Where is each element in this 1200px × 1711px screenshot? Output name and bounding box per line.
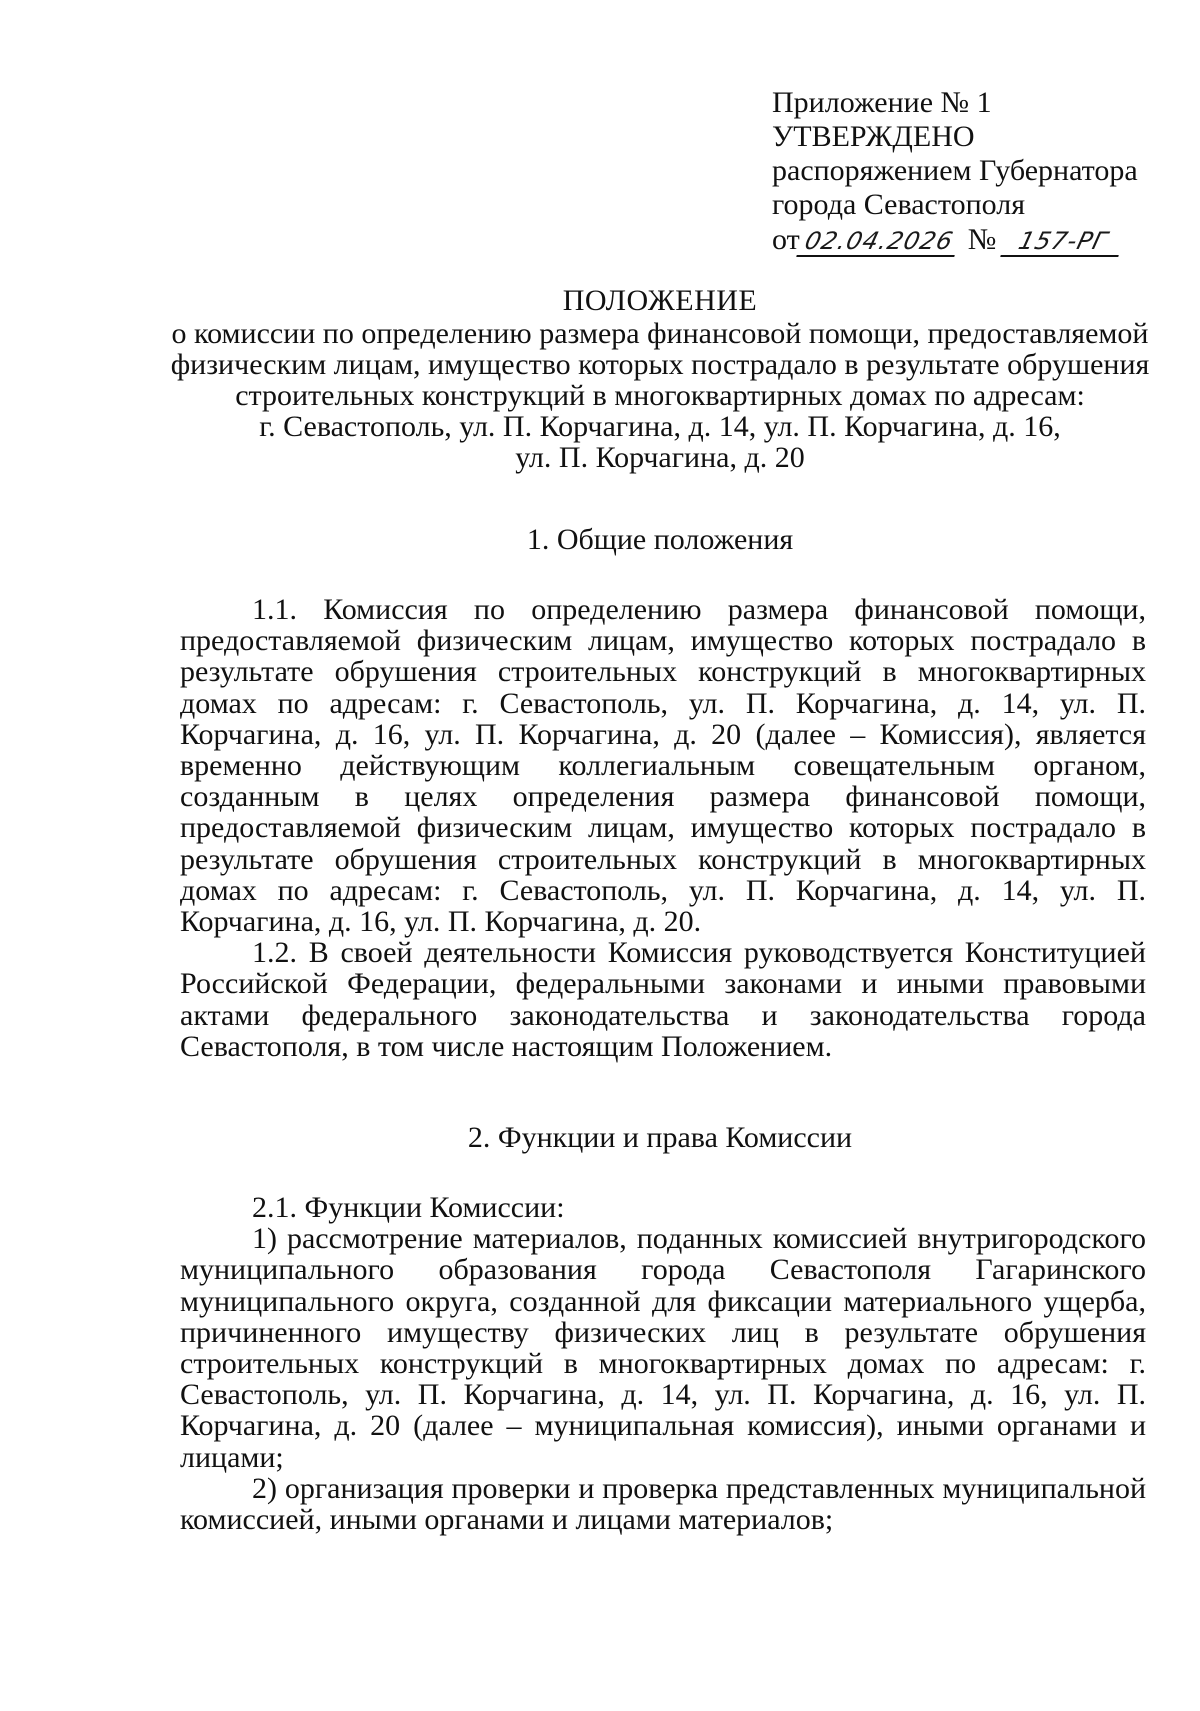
date-prefix: от bbox=[772, 223, 800, 256]
approved-by-line: распоряжением Губернатора bbox=[772, 154, 1138, 187]
handwritten-date: 02.04.2026 bbox=[796, 227, 961, 257]
handwritten-order-number: 157-РГ bbox=[1001, 227, 1126, 257]
appendix-number: Приложение № 1 bbox=[772, 86, 992, 119]
document-title-block bbox=[160, 285, 1160, 473]
paragraph-1-2: 1.2. В своей деятельности Комиссия руководствуется Конституцией Российской Федерации, федеральными законами и иными правовыми актами федерального законодательства и законодательства города Севастополя, в том числе настоящим Положением. bbox=[180, 936, 1146, 1063]
section-2-body bbox=[180, 1192, 1146, 1535]
subtitle-line: о комиссии по определению размера финансовой помощи, предоставляемой bbox=[171, 317, 1149, 350]
function-item-2: 2) организация проверки и проверка представленных муниципальной комиссией, иными органами и лицами материалов; bbox=[180, 1471, 1146, 1537]
subtitle-line: ул. П. Корчагина, д. 20 bbox=[515, 441, 805, 474]
section-1-body bbox=[180, 594, 1146, 1062]
subtitle-line: строительных конструкций в многоквартирных домах по адресам: bbox=[235, 379, 1085, 412]
approved-label: УТВЕРЖДЕНО bbox=[772, 120, 975, 153]
subtitle-line: физическим лицам, имущество которых пострадало в результате обрушения bbox=[170, 348, 1150, 381]
subtitle-line: г. Севастополь, ул. П. Корчагина, д. 14, ул. П. Корчагина, д. 16, bbox=[259, 410, 1061, 443]
paragraph-1-1: 1.1. Комиссия по определению размера финансовой помощи, предоставляемой физическим лицам, имущество которых пострадало в результате обрушения строительных конструкций в многоквартирных домах по адресам: г. Севастополь, ул. П. Корчагина, д. 14, ул. П. Корчагина, д. 16, ул. П. Корчагина, д. 20 (далее – Комиссия), является временно действующим коллегиальным совещательным органом, созданным в целях определения размера финансовой помощи, предоставляемой физическим лицам, имущество которых пострадало в результате обрушения строительных конструкций в многоквартирных домах по адресам: г. Севастополь, ул. П. Корчагина, д. 14, ул. П. Корчагина, д. 16, ул. П. Корчагина, д. 20. bbox=[180, 593, 1146, 939]
number-sign: № bbox=[967, 223, 997, 256]
paragraph-2-1: 2.1. Функции Комиссии: bbox=[252, 1191, 565, 1224]
section-1-heading: 1. Общие положения bbox=[526, 523, 794, 556]
section-2-heading: 2. Функции и права Комиссии bbox=[467, 1121, 853, 1154]
approval-block bbox=[772, 86, 1152, 257]
function-item-1: 1) рассмотрение материалов, поданных комиссией внутригородского муниципального образования города Севастополя Гагаринского муниципального округа, созданной для фиксации материального ущерба, причиненного имуществу физических лиц в результате обрушения строительных конструкций в многоквартирных домах по адресам: г. Севастополь, ул. П. Корчагина, д. 14, ул. П. Корчагина, д. 16, ул. П. Корчагина, д. 20 (далее – муниципальная комиссия), иными органами и лицами; bbox=[180, 1222, 1146, 1474]
document-title: ПОЛОЖЕНИЕ bbox=[562, 284, 758, 317]
order-reference bbox=[772, 223, 1152, 257]
approved-by-city: города Севастополя bbox=[772, 188, 1026, 221]
